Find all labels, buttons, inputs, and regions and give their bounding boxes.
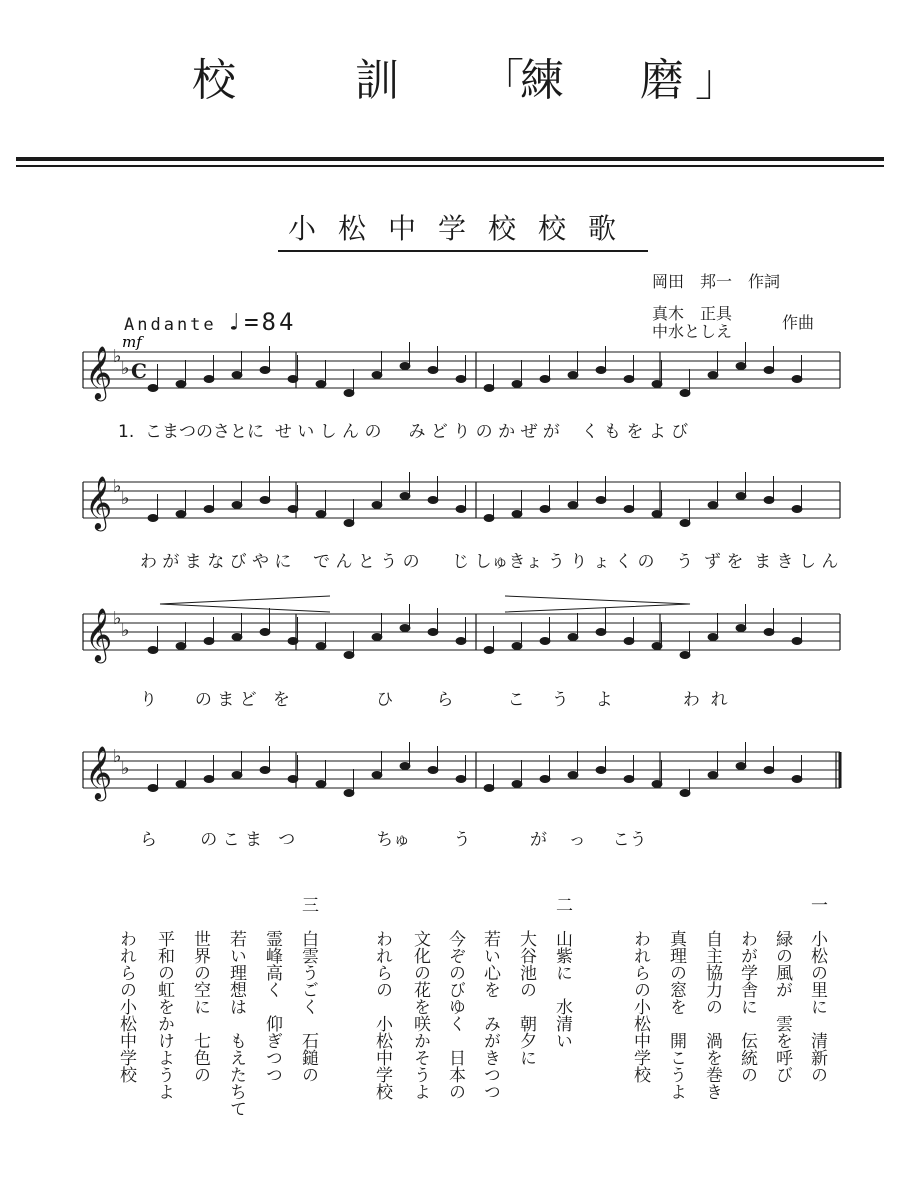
- note-head: [624, 775, 634, 782]
- verse-3-number: 三: [298, 896, 318, 913]
- note-head: [764, 766, 774, 773]
- note-head: [456, 775, 466, 782]
- note-head: [428, 766, 438, 773]
- note-head: [736, 362, 746, 369]
- note-head: [372, 633, 382, 640]
- note-head: [792, 637, 802, 644]
- verse-1-line-6: われらの小松中学校: [630, 930, 650, 1083]
- note-head: [428, 366, 438, 373]
- note-head: [372, 501, 382, 508]
- verse-1-line-1: 小松の里に 清新の: [807, 930, 827, 1083]
- treble-clef: 𝄞: [85, 745, 113, 799]
- note-head: [400, 492, 410, 499]
- lyrics-line-4: ら の こ ま つ ちゅ う が っ こう: [140, 830, 647, 850]
- note-head: [484, 646, 494, 653]
- note-head: [288, 375, 298, 382]
- note-head: [372, 371, 382, 378]
- motto-bracket-open: 「: [480, 55, 524, 106]
- note-head: [316, 510, 326, 517]
- note-head: [596, 366, 606, 373]
- time-signature: C: [131, 359, 147, 383]
- key-signature-flat: ♭: [121, 620, 130, 641]
- note-head: [792, 505, 802, 512]
- note-head: [260, 628, 270, 635]
- note-head: [708, 633, 718, 640]
- note-head: [652, 510, 662, 517]
- note-head: [484, 784, 494, 791]
- note-head: [428, 628, 438, 635]
- note-head: [372, 771, 382, 778]
- note-head: [736, 624, 746, 631]
- note-head: [624, 637, 634, 644]
- verse-3-line-2: 霊峰高く 仰ぎつつ: [262, 930, 282, 1083]
- note-head: [512, 780, 522, 787]
- verse-1-line-3: わが学舎に 伝統の: [737, 930, 757, 1083]
- verse-2-number: 二: [552, 896, 572, 913]
- key-signature-flat: ♭: [121, 758, 130, 779]
- note-head: [232, 633, 242, 640]
- composer-line-2: 中水としえ: [652, 322, 733, 341]
- verse-3-line-6: われらの小松中学校: [116, 930, 136, 1083]
- note-head: [316, 780, 326, 787]
- dynamic-marking: mf: [122, 333, 142, 351]
- note-head: [260, 496, 270, 503]
- verse-1-line-4: 自主協力の 渦を巻き: [702, 930, 722, 1100]
- verse-2-line-6: われらの 小松中学校: [372, 930, 392, 1100]
- note-head: [792, 775, 802, 782]
- note-head: [176, 510, 186, 517]
- note-head: [316, 642, 326, 649]
- lyrics-line-3: り の ま ど を ひ ら こ う よ わ れ: [140, 690, 728, 710]
- note-head: [568, 633, 578, 640]
- metronome-mark: ♩=84: [226, 308, 297, 336]
- note-head: [736, 492, 746, 499]
- note-head: [400, 362, 410, 369]
- verse-3-line-4: 世界の空に 七色の: [190, 930, 210, 1083]
- note-head: [680, 789, 690, 796]
- verse-3-line-5: 平和の虹をかけようよ: [154, 930, 174, 1100]
- note-head: [540, 505, 550, 512]
- note-head: [512, 642, 522, 649]
- note-head: [680, 389, 690, 396]
- verse-3-line-1: 白雲うごく 石鎚の: [298, 930, 318, 1083]
- note-head: [148, 384, 158, 391]
- note-head: [148, 514, 158, 521]
- note-head: [568, 501, 578, 508]
- verse-1-line-5: 真理の窓を 開こうよ: [666, 930, 686, 1100]
- verse-3-line-3: 若い理想は もえたちて: [226, 930, 246, 1117]
- note-head: [288, 775, 298, 782]
- note-head: [316, 380, 326, 387]
- note-head: [624, 505, 634, 512]
- verse-1-number: 一: [807, 896, 827, 913]
- note-head: [148, 646, 158, 653]
- note-head: [428, 496, 438, 503]
- note-head: [596, 496, 606, 503]
- note-head: [596, 766, 606, 773]
- note-head: [736, 762, 746, 769]
- note-head: [568, 371, 578, 378]
- note-head: [260, 366, 270, 373]
- note-head: [176, 380, 186, 387]
- lyricist-credit: 岡田 邦一 作詞: [652, 272, 781, 291]
- verse-2-line-5: 文化の花を咲かそうよ: [410, 930, 430, 1100]
- note-head: [652, 380, 662, 387]
- note-head: [764, 628, 774, 635]
- note-head: [344, 389, 354, 396]
- verse-2-line-4: 今ぞのびゆく 日本の: [445, 930, 465, 1100]
- key-signature-flat: ♭: [113, 608, 122, 629]
- composer-line-1: 真木 正具: [652, 304, 733, 323]
- note-head: [176, 780, 186, 787]
- lyrics-line-2: わ が ま な び や に で ん と う の じ しゅきょ う り ょ く の う ず を ま き し ん: [140, 552, 839, 572]
- motto-char-2: 訓: [355, 55, 399, 106]
- note-head: [400, 624, 410, 631]
- note-head: [764, 366, 774, 373]
- decrescendo-hairpin: [505, 596, 690, 612]
- key-signature-flat: ♭: [113, 346, 122, 367]
- note-head: [624, 375, 634, 382]
- key-signature-flat: ♭: [121, 488, 130, 509]
- note-head: [176, 642, 186, 649]
- note-head: [204, 375, 214, 382]
- note-head: [652, 780, 662, 787]
- note-head: [540, 775, 550, 782]
- note-head: [708, 501, 718, 508]
- note-head: [680, 651, 690, 658]
- key-signature-flat: ♭: [113, 746, 122, 767]
- note-head: [288, 637, 298, 644]
- note-head: [456, 505, 466, 512]
- note-head: [344, 519, 354, 526]
- note-head: [400, 762, 410, 769]
- motto-char-4: 磨: [640, 55, 684, 106]
- note-head: [288, 505, 298, 512]
- note-head: [260, 766, 270, 773]
- composer-role: 作曲: [782, 313, 815, 332]
- note-head: [232, 501, 242, 508]
- note-head: [204, 775, 214, 782]
- note-head: [568, 771, 578, 778]
- note-head: [540, 375, 550, 382]
- treble-clef: 𝄞: [85, 345, 113, 399]
- note-head: [596, 628, 606, 635]
- treble-clef: 𝄞: [85, 607, 113, 661]
- motto-char-1: 校: [192, 55, 236, 106]
- note-head: [148, 784, 158, 791]
- motto-bracket-close: 」: [695, 55, 739, 106]
- key-signature-flat: ♭: [113, 476, 122, 497]
- note-head: [680, 519, 690, 526]
- note-head: [484, 514, 494, 521]
- key-signature-flat: ♭: [121, 358, 130, 379]
- note-head: [708, 771, 718, 778]
- verse-2-line-3: 若い心を みがきつつ: [480, 930, 500, 1100]
- note-head: [204, 505, 214, 512]
- crescendo-hairpin: [160, 596, 330, 612]
- note-head: [232, 371, 242, 378]
- song-title: 小松中学校校歌: [278, 212, 648, 252]
- note-head: [512, 510, 522, 517]
- tempo-text: Andante: [124, 315, 217, 335]
- note-head: [484, 384, 494, 391]
- note-head: [232, 771, 242, 778]
- note-head: [512, 380, 522, 387]
- note-head: [708, 371, 718, 378]
- lyrics-line-1: 1. こまつのさとに せ い し ん の み ど り の か ぜ が く も を よ び: [118, 422, 689, 442]
- treble-clef: 𝄞: [85, 475, 113, 529]
- motto-char-3: 練: [520, 55, 564, 106]
- note-head: [456, 637, 466, 644]
- note-head: [652, 642, 662, 649]
- verse-2-line-1: 山紫に 水清い: [552, 930, 572, 1049]
- verse-2-line-2: 大谷池の 朝夕に: [516, 930, 536, 1066]
- note-head: [792, 375, 802, 382]
- note-head: [540, 637, 550, 644]
- verse-1-line-2: 緑の風が 雲を呼び: [772, 930, 792, 1083]
- note-head: [764, 496, 774, 503]
- note-head: [344, 651, 354, 658]
- note-head: [344, 789, 354, 796]
- note-head: [204, 637, 214, 644]
- note-head: [456, 375, 466, 382]
